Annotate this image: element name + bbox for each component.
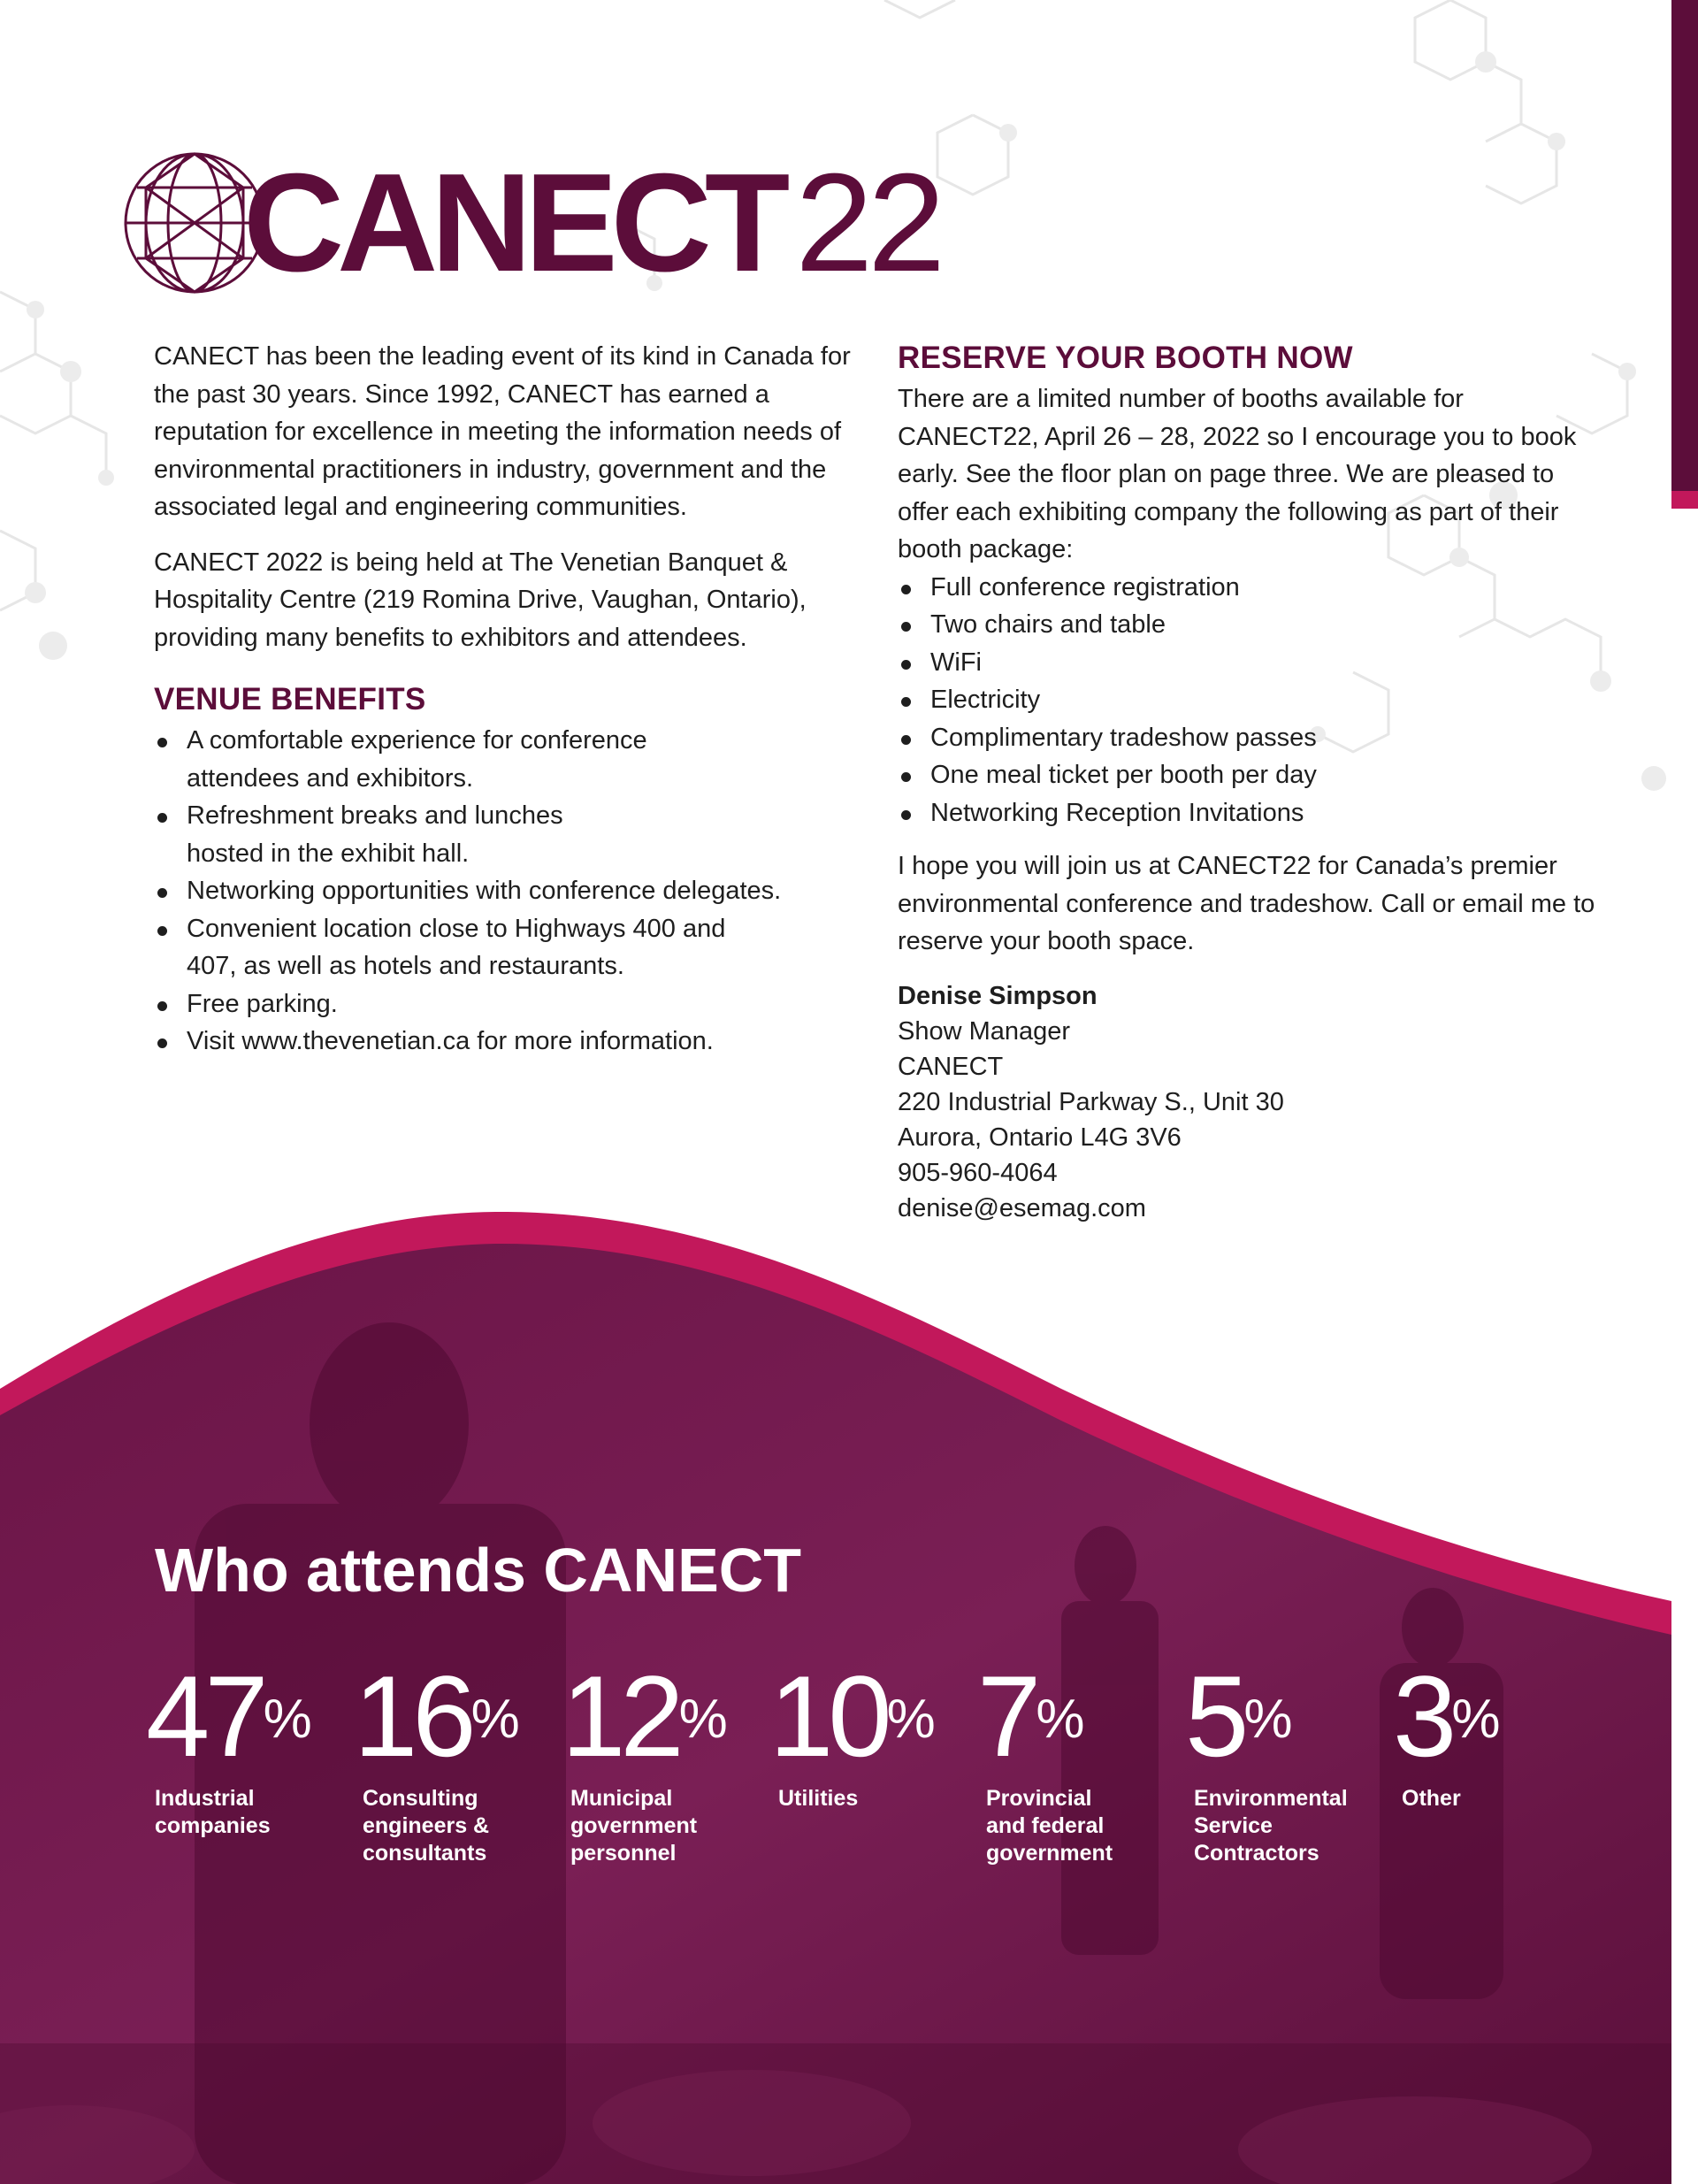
contact-block (898, 978, 1605, 1226)
edge-bar-lower (1671, 1610, 1698, 2184)
stat-value: 16 (354, 1651, 471, 1781)
list-item: Electricity (898, 681, 1605, 719)
list-item: One meal ticket per booth per day (898, 756, 1605, 794)
stat-value: 7 (977, 1651, 1036, 1781)
list-item: Complimentary tradeshow passes (898, 719, 1605, 757)
stat-label: Other (1402, 1786, 1461, 1811)
stat-unit: % (470, 1689, 520, 1750)
booth-intro: There are a limited number of booths available for CANECT22, April 26 – 28, 2022 so I encourage you to book early. See the floor plan on page three. We are pleased to offer each exhibiting company the following as part of their booth package: (898, 385, 1577, 563)
stat-unit: % (886, 1689, 936, 1750)
stat-label: Provincial and federal government (986, 1786, 1113, 1866)
right-column (898, 336, 1605, 1226)
contact-address-2: Aurora, Ontario L4G 3V6 (898, 1123, 1182, 1152)
list-item: A comfortable experience for conference attendees and exhibitors. (154, 722, 682, 797)
stat-unit: % (678, 1689, 728, 1750)
stat-label: Municipal government personnel (570, 1786, 698, 1866)
contact-phone: 905-960-4064 (898, 1158, 1058, 1187)
who-attends-title: Who attends CANECT (155, 1536, 802, 1605)
list-item: Convenient location close to Highways 400 and 407, as well as hotels and restaurants. (154, 910, 735, 985)
stat-item (146, 1651, 349, 1840)
list-item: Full conference registration (898, 569, 1605, 607)
stat-item (769, 1651, 973, 1812)
stat-unit: % (263, 1689, 312, 1750)
right-edge-accent (1671, 0, 1698, 2184)
contact-org: CANECT (898, 1052, 1004, 1081)
stat-unit: % (1243, 1689, 1293, 1750)
stat-label: Environmental Service Contractors (1194, 1786, 1348, 1866)
canect-logo (119, 145, 1013, 301)
reserve-booth-heading: RESERVE YOUR BOOTH NOW (898, 341, 1353, 375)
edge-bar-dark (1671, 0, 1698, 495)
list-item: Networking Reception Invitations (898, 794, 1605, 832)
booth-closing: I hope you will join us at CANECT22 for Canada’s premier environmental conference and tradeshow. Call or email me to reserve your booth space. (898, 852, 1595, 955)
stat-item (562, 1651, 765, 1867)
attendance-stats (146, 1651, 1561, 1893)
stat-label: Utilities (778, 1786, 859, 1811)
list-item: WiFi (898, 644, 1605, 682)
list-item: Two chairs and table (898, 606, 1605, 644)
left-column (154, 338, 861, 1061)
stat-value: 47 (146, 1651, 264, 1781)
logo-number: 22 (795, 145, 941, 301)
stat-unit: % (1036, 1689, 1085, 1750)
stat-value: 10 (769, 1651, 887, 1781)
stat-item (977, 1651, 1181, 1867)
stat-value: 3 (1393, 1651, 1452, 1781)
stat-label: Industrial companies (155, 1786, 271, 1838)
booth-package-list (898, 569, 1605, 832)
list-item: Free parking. (154, 985, 861, 1023)
logo-wordmark (243, 143, 940, 303)
list-item: Networking opportunities with conference delegates. (154, 872, 861, 910)
stat-item (1393, 1651, 1596, 1812)
list-item: Visit www.thevenetian.ca for more information. (154, 1023, 861, 1061)
stat-label: Consulting engineers & consultants (363, 1786, 490, 1866)
intro-paragraph-2: CANECT 2022 is being held at The Venetian Banquet & Hospitality Centre (219 Romina Drive, Vaughan, Ontario), providing many benefits to exhibitors and attendees. (154, 548, 807, 652)
stat-value: 12 (562, 1651, 679, 1781)
contact-name: Denise Simpson (898, 981, 1098, 1010)
contact-title: Show Manager (898, 1016, 1071, 1046)
logo-word: CANECT (243, 145, 784, 301)
edge-bar-pink (1671, 491, 1698, 509)
stat-unit: % (1451, 1689, 1501, 1750)
contact-email[interactable]: denise@esemag.com (898, 1193, 1146, 1222)
stat-item (1185, 1651, 1388, 1867)
stat-item (354, 1651, 557, 1867)
venue-benefits-list (154, 722, 861, 1061)
stat-value: 5 (1185, 1651, 1244, 1781)
list-item: Refreshment breaks and lunches hosted in the exhibit hall. (154, 797, 629, 872)
contact-address-1: 220 Industrial Parkway S., Unit 30 (898, 1087, 1284, 1116)
venue-benefits-heading: VENUE BENEFITS (154, 682, 426, 717)
intro-paragraph-1: CANECT has been the leading event of its kind in Canada for the past 30 years. Since 1992, CANECT has earned a reputation for excellence in meeting the information needs of environmental practitioners in industry, government and the associated legal and engineering communities. (154, 342, 851, 521)
